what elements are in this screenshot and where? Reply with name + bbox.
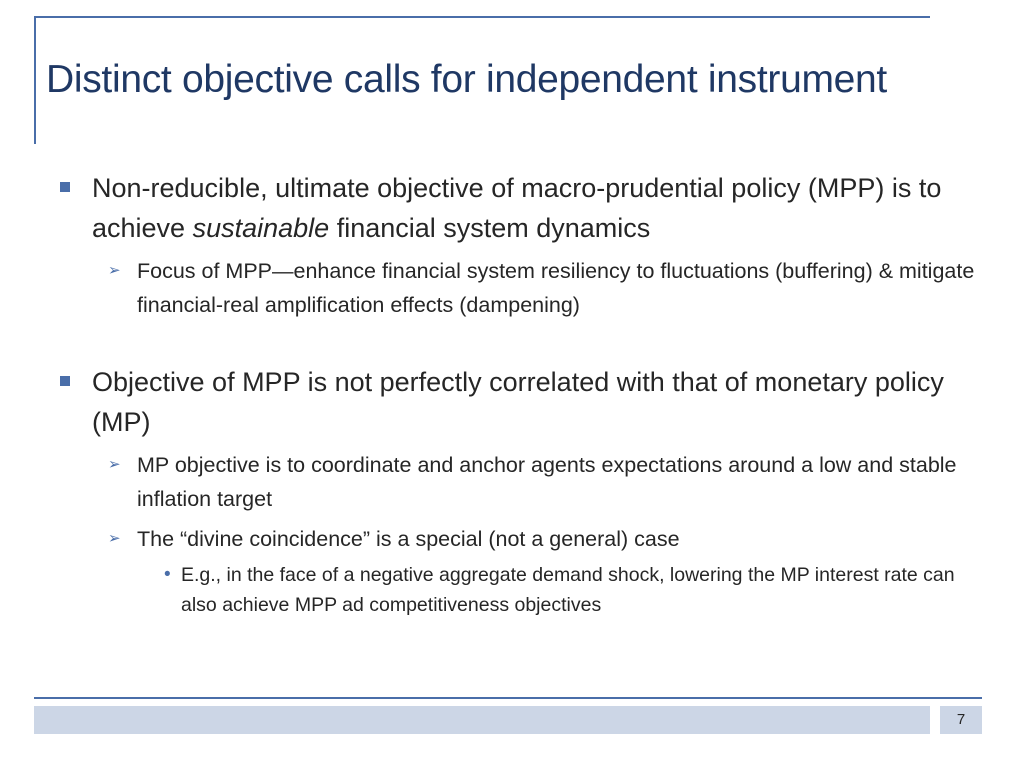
bullet-text: Objective of MPP is not perfectly correlated with that of monetary policy (MP) — [92, 367, 944, 437]
bottom-rule — [34, 697, 982, 699]
subbullet-text: The “divine coincidence” is a special (not a general) case — [137, 527, 680, 551]
dot-bullet-icon: • — [164, 564, 171, 585]
subbullet-text: Focus of MPP—enhance financial system resiliency to fluctuations (buffering) & mitigate financial-real amplification effects (dampening) — [137, 259, 975, 317]
footer-bar — [34, 706, 930, 734]
sub-subbullet-text: E.g., in the face of a negative aggregate demand shock, lowering the MP interest rate can also achieve MPP ad competitiveness objectives — [181, 564, 955, 616]
spacer — [60, 322, 990, 362]
left-rule — [34, 16, 36, 144]
bullet-item — [60, 362, 990, 442]
arrow-bullet-icon: ➢ — [108, 456, 121, 473]
slide-title: Distinct objective calls for independent instrument — [46, 58, 887, 101]
bullet-item — [60, 168, 990, 248]
subbullet-item — [60, 448, 990, 516]
page-number: 7 — [940, 706, 982, 734]
bullet-emphasis: sustainable — [192, 213, 330, 243]
subbullet-item — [60, 254, 990, 322]
slide-body — [60, 168, 990, 620]
square-bullet-icon — [60, 376, 70, 386]
top-rule — [34, 16, 930, 18]
bullet-text: financial system dynamics — [329, 213, 651, 243]
subbullet-text: MP objective is to coordinate and anchor agents expectations around a low and stable inflation target — [137, 453, 957, 511]
sub-subbullet-item — [60, 560, 990, 620]
subbullet-item — [60, 522, 990, 556]
square-bullet-icon — [60, 182, 70, 192]
arrow-bullet-icon: ➢ — [108, 530, 121, 547]
bullet-text: Non-reducible, ultimate objective of macro-prudential policy (MPP) is to achieve — [92, 173, 942, 243]
arrow-bullet-icon: ➢ — [108, 262, 121, 279]
